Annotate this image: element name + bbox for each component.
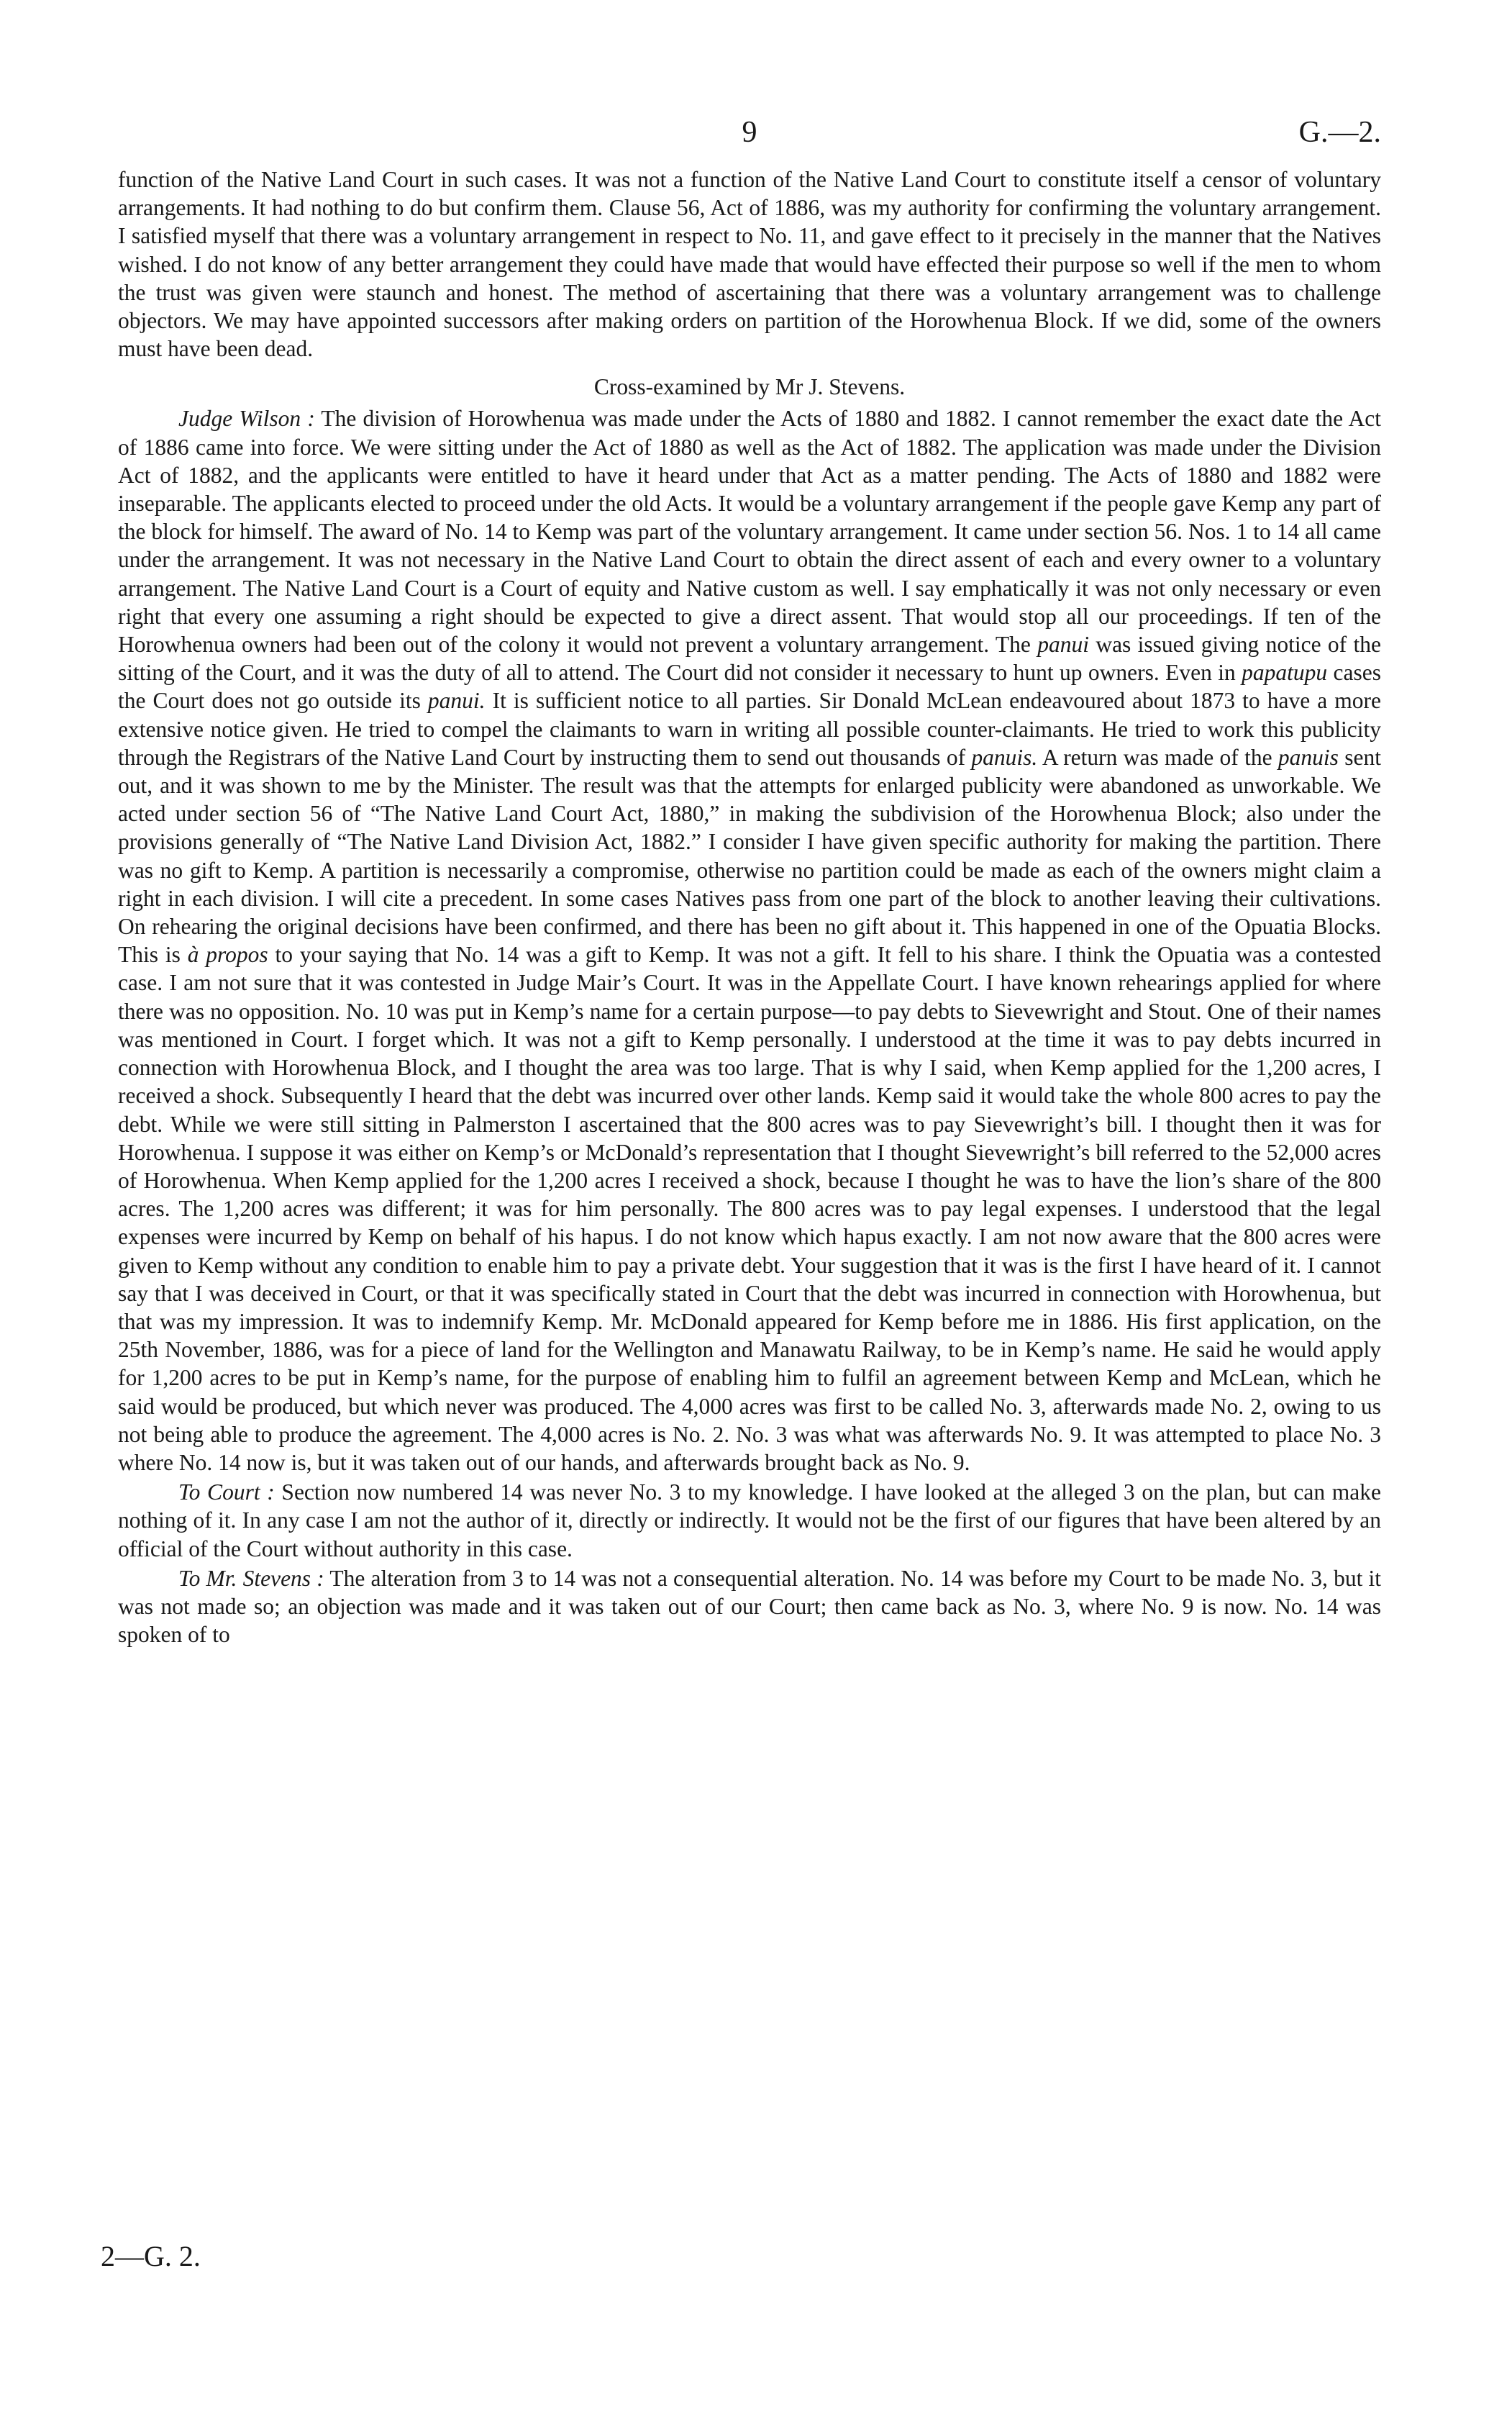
paragraph-text: to your saying that No. 14 was a gift to Kemp. It was not a gift. It fell to his share. I think the Opuatia was a contested case. I am not sure that it was contested in Judge Mair’s Court. It was in the Appellate Court. I have known rehearings applied for where there was no opposition. No. 10 was put in Kemp’s name for a certain purpose—to pay debts to Sievewright and Stout. One of their names was mentioned in Court. I forget which. It was not a gift to Kemp personally. I understood at the time it was to pay debts incurred in connection with Horowhenua Block, and I thought the area was too large. That is why I said, when Kemp applied for the 1,200 acres, I received a shock. Subsequently I heard that the debt was incurred over other lands. Kemp said it would take the whole 800 acres to pay the debt. While we were still sitting in Palmerston I ascertained that the 800 acres was to pay Sievewright’s bill. I thought then it was for Horowhenua. I suppose it was either on Kemp’s or McDonald’s representation that I thought Sievewright’s bill referred to the 52,000 acres of Horowhenua. When Kemp applied for the 1,200 acres I received a shock, because I thought he was to have the lion’s share of the 800 acres. The 1,200 acres was different; it was for him personally. The 800 acres was to pay legal expenses. I understood that the legal expenses were incurred by Kemp on behalf of his hapus. I do not know which hapus exactly. I am not now aware that the 800 acres were given to Kemp without any condition to enable him to pay a private debt. Your suggestion that it was is the first I have heard of it. I cannot say that I was deceived in Court, or that it was specifically stated in Court that the debt was incurred in connection with Horowhenua, but that was my impression. It was to indemnify Kemp. Mr. McDonald appeared for Kemp before me in 1886. His first application, on the 25th November, 1886, was for a piece of land for the Wellington and Manawatu Railway, to be in Kemp’s name. He said he would apply for 1,200 acres to be put in Kemp’s name, for the purpose of enabling him to fulfil an agreement between Kemp and McLean, which he said would be produced, but which never was produced. The 4,000 acres was first to be called No. 3, afterwards made No. 2, owing to us not being able to produce the agreement. The 4,000 acres is No. 2. No. 3 was what was afterwards No. 9. It was attempted to place No. 3 where No. 14 now is, but it was taken out of our hands, and afterwards brought back as No. 9. bbox=[118, 942, 1381, 1475]
paragraph-continuation: function of the Native Land Court in such cases. It was not a function of the Native Land Court to constitute itself a censor of voluntary arrangements. It had nothing to do but confirm them. Clause 56, Act of 1886, was my authority for confirming the voluntary arrangement. I satisfied myself that there was a voluntary arrangement in respect to No. 11, and gave effect to it precisely in the manner that the Natives wished. I do not know of any better arrangement they could have made that would have effected their purpose so well if the men to whom the trust was given were staunch and honest. The method of ascertaining that there was a voluntary arrangement was to challenge objectors. We may have appointed successors after making orders on partition of the Horowhenua Block. If we did, some of the owners must have been dead. bbox=[118, 167, 1381, 362]
paragraph-text: Section now numbered 14 was never No. 3 to my knowledge. I have looked at the alleged 3 on the plan, but can make nothing of it. In any case I am not the author of it, directly or indirectly. It would not be the first of our figures that have been altered by an official of the Court without authority in this case. bbox=[118, 1479, 1381, 1561]
speaker-label: Judge Wilson : bbox=[178, 406, 315, 432]
maori-term: panui. bbox=[427, 688, 486, 714]
speaker-label: To Court : bbox=[178, 1479, 275, 1505]
paragraph-to-mr-stevens bbox=[118, 1564, 1381, 1649]
paragraph-text: It is sufficient notice to all parties. Sir Donald McLean endeavoured about 1873 to have a more extensive notice given. He tried to compel the claimants to warn in writing all possible counter-claimants. He tried to work this publicity through the Registrars of the Native Land Court by instructing them to send out thousands of bbox=[118, 688, 1381, 770]
maori-term: panui bbox=[1037, 632, 1089, 658]
signature-mark: 2—G. 2. bbox=[101, 2240, 201, 2272]
paragraph-text: sent out, and it was shown to me by the Minister. The result was that the attempts for enlarged publicity were abandoned as unworkable. We acted under section 56 of “The Native Land Court Act, 1880,” in making the subdivision of the Horowhenua Block; also under the provisions generally of “The Native Land Division Act, 1882.” I consider I have given specific authority for making the partition. There was no gift to Kemp. A partition is necessarily a compromise, otherwise no partition could be made as each of the owners might claim a right in each division. I will cite a precedent. In some cases Natives pass from one part of the block to another leaving their cultivations. On rehearing the original decisions have been confirmed, and there has been no gift about it. This happened in one of the Opuatia Blocks. This is bbox=[118, 744, 1381, 968]
speaker-label: To Mr. Stevens : bbox=[178, 1565, 324, 1591]
paragraph-text: cases the Court does not go outside its bbox=[118, 660, 1381, 714]
page-number: 9 bbox=[742, 116, 757, 149]
paragraph-text: A return was made of the bbox=[1037, 744, 1278, 770]
paragraph-text: The alteration from 3 to 14 was not a consequential alteration. No. 14 was before my Court to be made No. 3, but it was not made so; an objection was made and it was taken out of our Court; then came back as No. 3, where No. 9 is now. No. 14 was spoken of to bbox=[118, 1565, 1382, 1648]
paragraph-text: was issued giving notice of the sitting of the Court, and it was the duty of all to attend. The Court did not consider it necessary to hunt up owners. Even in bbox=[118, 632, 1381, 686]
page-header bbox=[118, 108, 1381, 165]
paragraph-judge-wilson bbox=[118, 404, 1381, 1477]
maori-term: panuis bbox=[1278, 744, 1339, 770]
paragraph-to-court bbox=[118, 1478, 1381, 1563]
maori-term: papatupu bbox=[1242, 660, 1328, 686]
maori-term: panuis. bbox=[971, 744, 1038, 770]
document-page bbox=[118, 108, 1381, 2382]
section-heading: Cross-examined by Mr J. Stevens. bbox=[593, 374, 906, 400]
foreign-phrase: à propos bbox=[187, 942, 268, 968]
paragraph-text: The division of Horowhenua was made under the Acts of 1880 and 1882. I cannot remember the exact date the Act of 1886 came into force. We were sitting under the Act of 1880 as well as the Act of 1882. The application was made under the Division Act of 1882, and the applicants were entitled to have it heard under that Act as a matter pending. The Acts of 1880 and 1882 were inseparable. The applicants elected to proceed under the old Acts. It would be a voluntary arrangement if the people gave Kemp any part of the block for himself. The award of No. 14 to Kemp was part of the voluntary arrangement. It came under section 56. Nos. 1 to 14 all came under the arrangement. It was not necessary in the Native Land Court to obtain the direct assent of each and every owner to a voluntary arrangement. The Native Land Court is a Court of equity and Native custom as well. I say emphatically it was not only necessary or even right that every one assuming a right should be expected to give a direct assent. That would stop all our proceedings. If ten of the Horowhenua owners had been out of the colony it would not prevent a voluntary arrangement. The bbox=[118, 406, 1382, 658]
document-reference: G.—2. bbox=[1298, 116, 1381, 149]
